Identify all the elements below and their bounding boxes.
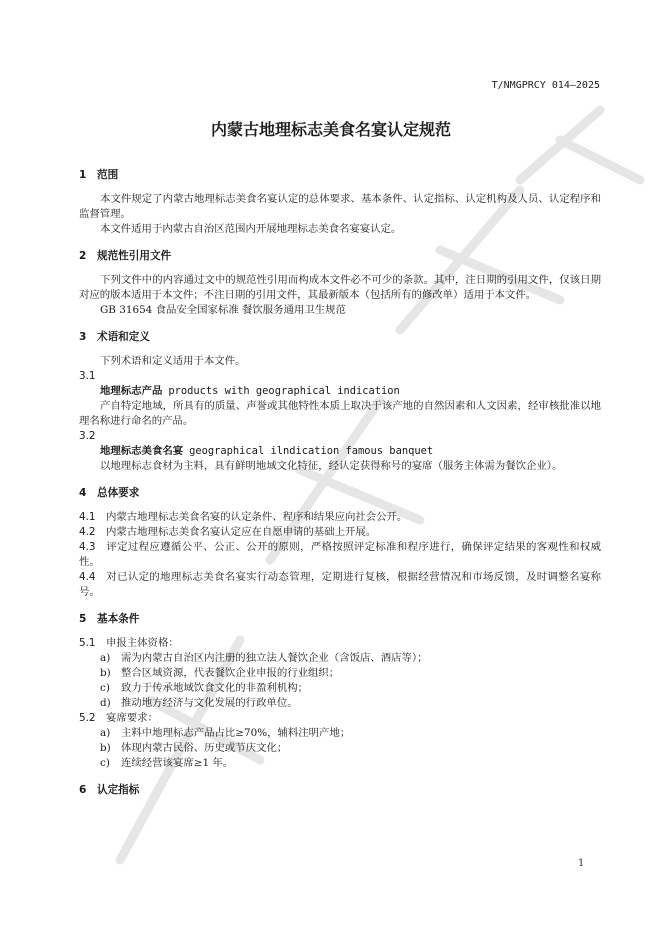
section-number: 4 <box>79 487 87 499</box>
list-text: 连续经营该宴席≥1 年。 <box>121 757 234 769</box>
list-text: 需为内蒙古自治区内注册的独立法人餐饮企业（含饭店、酒店等）； <box>121 652 428 664</box>
section-number: 5 <box>79 613 87 625</box>
list-marker: a) <box>100 727 111 739</box>
section-number: 2 <box>79 250 87 262</box>
document-title: 内蒙古地理标志美食名宴认定规范 <box>210 120 451 139</box>
list-text: 推动地方经济与文化发展的行政单位。 <box>121 697 298 709</box>
clause-text: 内蒙古地理标志美食名宴的认定条件、程序和结果应向社会公开。 <box>106 511 408 523</box>
document-body <box>79 168 601 807</box>
clause <box>79 711 601 726</box>
list-item <box>79 726 601 741</box>
list-item <box>79 651 601 666</box>
list-marker: c) <box>100 682 110 694</box>
list-marker: a) <box>100 652 111 664</box>
paragraph: 下列术语和定义适用于本文件。 <box>100 355 246 367</box>
list-item <box>79 666 601 681</box>
section-title: 规范性引用文件 <box>97 250 172 262</box>
list-item <box>79 681 601 696</box>
section-title: 基本条件 <box>97 613 140 625</box>
clause-text: 申报主体资格： <box>106 637 179 649</box>
term-name-en: products with geographical indication <box>168 385 400 397</box>
section-number: 1 <box>79 169 87 181</box>
clause-number: 4.3 <box>79 541 96 553</box>
reference-entry: GB 31654 食品安全国家标准 餐饮服务通用卫生规范 <box>100 304 346 316</box>
list-marker: c) <box>100 757 110 769</box>
list-text: 体现内蒙古民俗、历史或节庆文化； <box>121 742 288 754</box>
clause-text: 评定过程应遵循公平、公正、公开的原则，严格按照评定标准和程序进行，确保评定结果的客观性和权威性。 <box>79 541 601 568</box>
section-heading-general-requirements <box>79 486 601 501</box>
term-definition: 产自特定地域，所具有的质量、声誉或其他特性本质上取决于该产地的自然因素和人文因素，经审核批准以地理名称进行命名的产品。 <box>79 400 601 427</box>
term-number: 3.2 <box>79 430 96 442</box>
clause-number: 4.1 <box>79 511 96 523</box>
term-name <box>79 384 601 399</box>
section-number: 3 <box>79 331 87 343</box>
term-name-cn: 地理标志产品 <box>100 385 163 397</box>
clause-number: 5.2 <box>79 712 96 724</box>
clause-number: 4.4 <box>79 571 96 583</box>
clause-text: 内蒙古地理标志美食名宴认定应在自愿申请的基础上开展。 <box>106 526 377 538</box>
clause-number: 5.1 <box>79 637 96 649</box>
term-name <box>79 444 601 459</box>
clause <box>79 510 601 525</box>
section-heading-scope <box>79 168 601 183</box>
paragraph: 本文件适用于内蒙古自治区范围内开展地理标志美食名宴宴认定。 <box>100 223 402 235</box>
section-heading-terms <box>79 330 601 345</box>
list-text: 致力于传承地域饮食文化的非盈利机构； <box>121 682 309 694</box>
term-number: 3.1 <box>79 370 96 382</box>
term-definition: 以地理标志食材为主料，具有鲜明地域文化特征，经认定获得称号的宴席（服务主体需为餐饮企业）。 <box>100 460 563 472</box>
paragraph: 下列文件中的内容通过文中的规范性引用而构成本文件必不可少的条款。其中，注日期的引用文件，仅该日期对应的版本适用于本文件；不注日期的引用文件，其最新版本（包括所有的修改单）适用于本文件。 <box>79 274 601 301</box>
clause <box>79 570 601 600</box>
list-item <box>79 696 601 711</box>
clause <box>79 525 601 540</box>
page-number: 1 <box>578 858 585 869</box>
list-marker: b) <box>100 667 111 679</box>
section-title: 总体要求 <box>97 487 140 499</box>
section-title: 范围 <box>97 169 119 181</box>
list-marker: d) <box>100 697 111 709</box>
term-name-cn: 地理标志美食名宴 <box>100 445 184 457</box>
section-title: 术语和定义 <box>97 331 150 343</box>
section-heading-basic-conditions <box>79 612 601 627</box>
list-item <box>79 741 601 756</box>
list-marker: b) <box>100 742 111 754</box>
clause-number: 4.2 <box>79 526 96 538</box>
list-item <box>79 756 601 771</box>
term-name-en: geographical ilndication famous banquet <box>189 445 434 457</box>
section-heading-normative-references <box>79 249 601 264</box>
list-text: 整合区域资源，代表餐饮企业申报的行业组织； <box>121 667 340 679</box>
clause <box>79 636 601 651</box>
clause-text: 对已认定的地理标志美食名宴实行动态管理，定期进行复核，根据经营情况和市场反馈，及时调整名宴称号。 <box>79 571 601 598</box>
section-number: 6 <box>79 784 87 796</box>
clause <box>79 540 601 570</box>
paragraph: 本文件规定了内蒙古地理标志美食名宴认定的总体要求、基本条件、认定指标、认定机构及人员、认定程序和监督管理。 <box>79 193 601 220</box>
clause-text: 宴席要求： <box>106 712 158 724</box>
document-code: T/NMGPRCY 014—2025 <box>491 80 600 91</box>
section-heading-indicators <box>79 783 601 798</box>
list-text: 主料中地理标志产品占比≥70%，辅料注明产地； <box>121 727 351 739</box>
section-title: 认定指标 <box>97 784 140 796</box>
